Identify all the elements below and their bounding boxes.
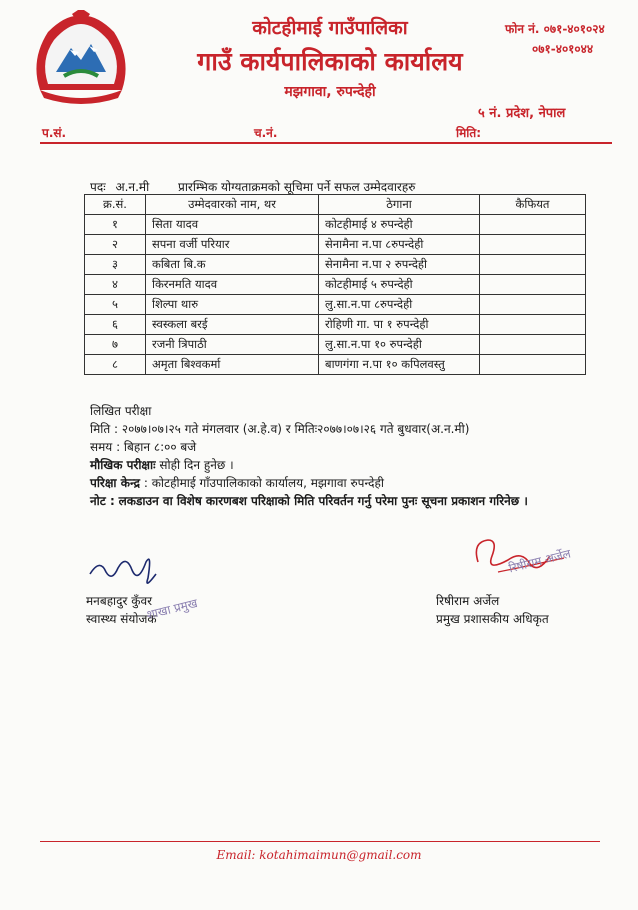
cell-name: अमृता बिश्वकर्मा [146,355,319,375]
table-row [85,315,586,335]
cell-name: रजनी त्रिपाठी [146,335,319,355]
cell-name: स्वस्कला बरई [146,315,319,335]
left-signatory-name: मनबहादुर कुँवर [86,594,153,608]
cell-remarks [480,335,586,355]
cell-address: रोहिणी गा. पा १ रुपन्देही [319,315,480,335]
right-stamp: रिषीराम अर्जेल [507,546,573,576]
footer-email[interactable]: Email: kotahimaimun@gmail.com [216,848,422,862]
cell-remarks [480,275,586,295]
post-line [90,178,149,195]
note-value: लकडाउन वा विशेष कारणबश परिक्षाको मिति परिवर्तन गर्नु परेमा पुनः सूचना प्रकाशन गरिनेछ । [118,494,528,508]
cell-remarks [480,255,586,275]
cell-name: किरनमति यादव [146,275,319,295]
phone-number-2: ०७१-४०१०४४ [532,42,594,56]
cell-remarks [480,235,586,255]
ref-date-label: मिति: [456,126,482,140]
oral-exam-label: मौखिक परीक्षाः [90,458,156,472]
post-label: पदः [90,180,106,194]
cell-name: शिल्पा थारु [146,295,319,315]
footer-divider [40,841,600,842]
phone-number-1: फोन नं. ०७१-४०१०२४ [505,22,605,36]
reference-row [40,124,612,144]
notice-title: प्रारम्भिक योग्यताक्रमको सूचिमा पर्ने सफल उम्मेदवारहरु [178,180,416,194]
exam-heading: लिखित परीक्षा [90,404,152,418]
cell-address: बाणगंगा न.पा १० कपिलवस्तु [319,355,480,375]
left-signature-icon [86,548,176,592]
ref-cn-label: च.नं. [254,126,278,140]
cell-remarks [480,295,586,315]
cell-serial: ५ [85,295,146,315]
cell-serial: १ [85,215,146,235]
cell-name: कबिता बि.क [146,255,319,275]
table-row [85,295,586,315]
left-signatory-title: स्वास्थ्य संयोजक [86,612,157,626]
right-signatory-name: रिषीराम अर्जेल [436,594,500,608]
exam-center-line [90,474,384,491]
cell-serial: ६ [85,315,146,335]
letterhead-location: मझगावा, रुपन्देही [284,84,376,100]
exam-center-value: : कोटहीमाई गाँउपालिकाको कार्यालय, मझगावा रुपन्देही [143,476,385,490]
candidate-table [84,194,586,375]
ref-ps-label: प.सं. [42,126,67,140]
table-row [85,235,586,255]
cell-name: सिता यादव [146,215,319,235]
letterhead-office: गाउँ कार्यपालिकाको कार्यालय [197,47,463,76]
left-stamp: शाखा प्रमुख [145,595,199,623]
cell-address: कोटहीमाई ५ रुपन्देही [319,275,480,295]
cell-remarks [480,215,586,235]
note-line [90,492,528,509]
cell-serial: ७ [85,335,146,355]
header-remarks: कैफियत [480,195,586,215]
table-header-row [85,195,586,215]
exam-time-line: समय : बिहान ८:०० बजे [90,440,197,454]
cell-remarks [480,315,586,335]
cell-serial: ३ [85,255,146,275]
table-row [85,355,586,375]
oral-exam-line [90,456,234,473]
cell-address: लु.सा.न.पा १० रुपन्देही [319,335,480,355]
post-value: अ.न.मी [115,180,150,194]
cell-remarks [480,355,586,375]
right-signatory-title: प्रमुख प्रशासकीय अधिकृत [436,612,549,626]
table-row [85,255,586,275]
province-label: ५ नं. प्रदेश, नेपाल [478,106,566,121]
header-serial: क्र.सं. [85,195,146,215]
exam-date-line: मिति : २०७७।०७।२५ गते मंगलवार (अ.हे.व) र मितिः२०७७।०७।२६ गते बुधवार(अ.न.मी) [90,422,470,436]
table-row [85,215,586,235]
cell-address: लु.सा.न.पा ८रुपन्देही [319,295,480,315]
header-name: उम्मेदवारको नाम, थर [146,195,319,215]
cell-serial: २ [85,235,146,255]
cell-serial: ८ [85,355,146,375]
table-row [85,275,586,295]
cell-address: सेनामैना न.पा ८रुपन्देही [319,235,480,255]
header-divider [40,142,612,144]
table-row [85,335,586,355]
cell-address: कोटहीमाई ४ रुपन्देही [319,215,480,235]
note-label: नोट : [90,494,115,508]
cell-address: सेनामैना न.पा २ रुपन्देही [319,255,480,275]
municipality-emblem-icon [26,10,136,106]
exam-center-label: परिक्षा केन्द्र [90,476,141,490]
oral-exam-value: सोही दिन हुनेछ । [159,458,234,472]
letterhead-municipality: कोटहीमाई गाउँपालिका [252,17,408,39]
cell-serial: ४ [85,275,146,295]
header-address: ठेगाना [319,195,480,215]
cell-name: सपना वर्जी परियार [146,235,319,255]
